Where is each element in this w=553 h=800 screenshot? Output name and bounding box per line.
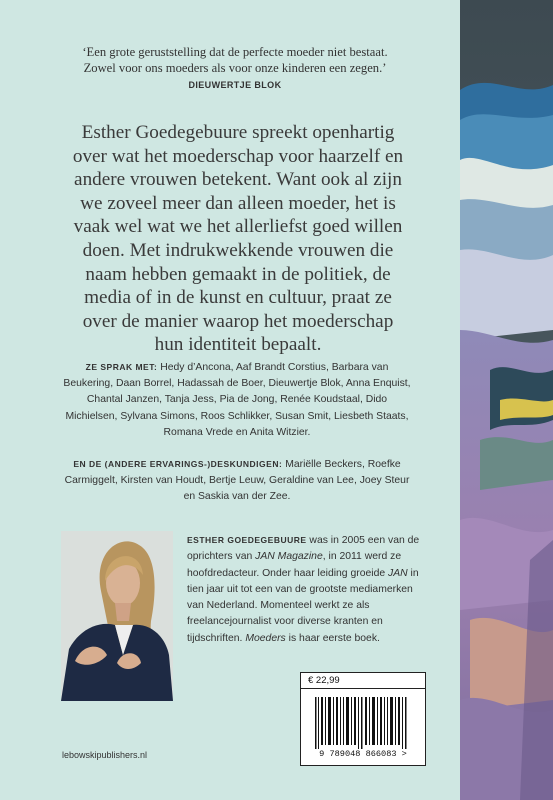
author-bio (187, 532, 427, 647)
bio-text-1: was in 2005 een van de oprichters van (187, 535, 420, 563)
isbn-number: 9 789048 866083 > (319, 749, 407, 759)
barcode-label (300, 672, 426, 766)
bio-text-2: , in 2011 werd ze hoofdredacteur. Onder haar leiding groeide (187, 551, 402, 579)
quote-line-2: Zowel voor ons moeders als voor onze kinderen een zegen.’ (83, 61, 387, 75)
spine-painting (460, 0, 553, 800)
price: € 22,99 (301, 673, 425, 689)
book-blurb: Esther Goedegebuure spreekt openhartig over wat het moederschap voor haarzelf en andere vrouwen betekent. Want ook al zijn we zoveel meer dan alleen moeder, het is vaak wel wat we het allerliefst goed willen doen. Met indrukwekkende vrouwen die naam hebben gemaakt in de politiek, de media of in de kunst en cultuur, praat ze over de manier waarop het moederschap hun identiteit bepaalt. (72, 122, 404, 356)
bio-italic-1: JAN Magazine (255, 551, 323, 563)
author-name: ESTHER GOEDEGEBUURE (187, 535, 307, 545)
experts-list (62, 456, 412, 506)
experts-names: Mariëlle Beckers, Roefke Carmiggelt, Kirsten van Houdt, Bertje Leuw, Geraldine van Lee, Joey Steur en Saskia van der Zee. (64, 459, 410, 503)
bio-italic-3: Moeders (245, 632, 286, 644)
publisher-url: lebowskipublishers.nl (62, 750, 148, 760)
interviewees-names: Hedy d’Ancona, Aaf Brandt Corstius, Barbara van Beukering, Daan Borrel, Hadassah de Boer, Dieuwertje Blok, Anna Enquist, Chantal Janzen, Tanja Jess, Pia de Jong, Renée Koudstaal, Dido Michielsen, Sylvana Simons, Roos Schlikker, Susan Smit, Liesbeth Staats, Romana Vrede en Anita Witzier. (63, 362, 411, 438)
experts-label: EN DE (ANDERE ERVARINGS-)DESKUNDIGEN: (73, 459, 283, 469)
bio-text-4: is haar eerste boek. (285, 632, 380, 644)
interviewees-label: ZE SPRAK MET: (85, 362, 158, 372)
barcode-icon (315, 697, 411, 749)
author-photo (61, 531, 173, 701)
quote-author: DIEUWERTJE BLOK (188, 80, 282, 90)
endorsement-quote (40, 44, 430, 93)
quote-line-1: ‘Een grote geruststelling dat de perfecte moeder niet bestaat. (82, 45, 388, 59)
interviewees-list (62, 359, 412, 441)
bio-italic-2: JAN (388, 567, 408, 579)
bio-text-3: in tien jaar uit tot een van de grootste mediamerken van Nederland. Momenteel werkt ze als freelancejournalist voor diverse kranten en tijdschriften. (187, 567, 419, 644)
